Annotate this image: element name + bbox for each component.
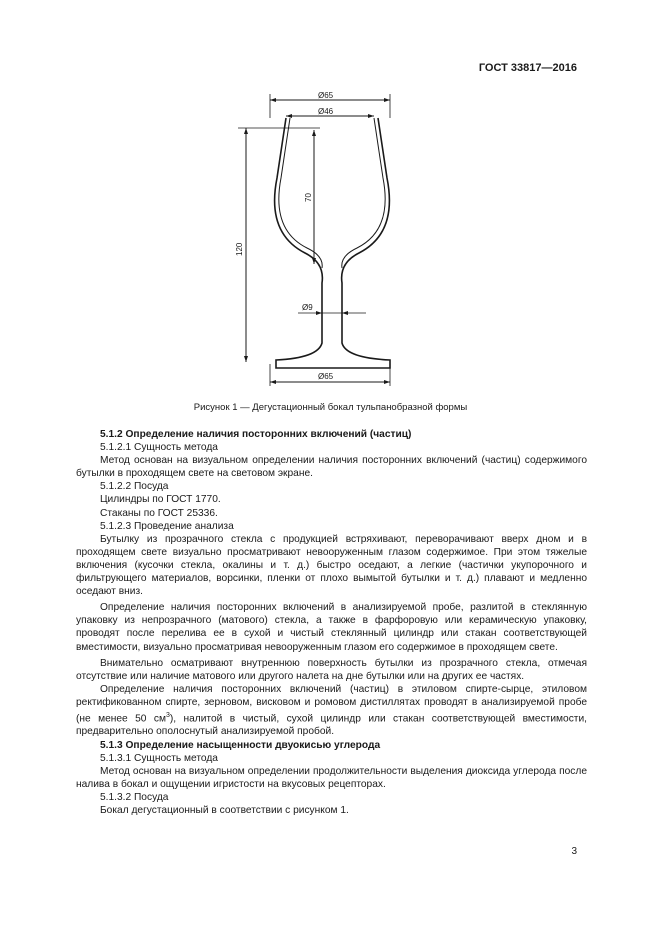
section-5-1-2-2-title: 5.1.2.2 Посуда — [100, 481, 169, 493]
dim-bowl-height-label: 70 — [304, 193, 313, 202]
cubic-superscript: 3 — [165, 711, 170, 719]
analysis-paragraph-4 — [76, 683, 587, 739]
section-5-1-2-title: 5.1.2 Определение наличия посторонних включений (частиц) — [100, 429, 412, 440]
section-5-1-3-2-text: Бокал дегустационный в соответствии с рисунком 1. — [100, 805, 349, 817]
analysis-paragraph-4-part-a: Определение наличия посторонних включений (частиц) в этиловом спирте-сырце, этиловом ректификованном спирте, зерновом, висковом и ромовом дистиллятах проводят в анализируемой пробе (не менее 50 см — [76, 683, 587, 725]
figure-caption: Рисунок 1 — Дегустационный бокал тульпанобразной формы — [193, 402, 468, 413]
section-5-1-3-title: 5.1.3 Определение насыщенности двуокисью углерода — [100, 739, 381, 751]
section-5-1-2-1-text: Метод основан на визуальном определении наличия посторонних включений (частиц) содержимого бутылки в проходящем свете на световом экране. — [76, 455, 587, 480]
glass-figure — [210, 88, 430, 388]
equipment-item-cylinders: Цилиндры по ГОСТ 1770. — [100, 494, 221, 506]
standard-header: ГОСТ 33817—2016 — [478, 62, 577, 74]
analysis-paragraph-2: Определение наличия посторонних включений в анализируемой пробе, разлитой в стеклянную упаковку из непрозрачного (матового) стекла, а также в фарфоровую или керамическую упаковку, проводят после перелива ее в сухой и чистый стеклянный цилиндр или стакан соответствующей вместимости, визуально просматривая невооруженным глазом его содержимое в проходящем свете. — [76, 602, 587, 653]
section-5-1-3-1-text: Метод основан на визуальном определении продолжительности выделения диоксида углерода после налива в бокал и ощущении игристости на вкусовых рецепторах. — [76, 765, 587, 790]
section-5-1-3-1-title: 5.1.3.1 Сущность метода — [100, 752, 218, 764]
section-5-1-2-3-title: 5.1.2.3 Проведение анализа — [100, 520, 234, 532]
analysis-paragraph-3: Внимательно осматривают внутреннюю поверхность бутылки из прозрачного стекла, отмечая отсутствие или наличие матового или другого налета на дне бутылки или на других ее частях. — [76, 657, 587, 682]
dim-base-label: Ø65 — [318, 372, 334, 381]
tulip-glass-drawing — [210, 88, 430, 388]
analysis-paragraph-4-part-b: ), налитой в чистый, сухой цилиндр или стакан соответствующей вместимости, предварительно ополоснутый анализируемой пробой. — [76, 713, 587, 738]
glass-outline — [275, 118, 390, 368]
equipment-item-glasses: Стаканы по ГОСТ 25336. — [100, 507, 218, 519]
analysis-paragraph-1: Бутылку из прозрачного стекла с продукцией встряхивают, переворачивают вверх дном и в проходящем свете визуально просматривают невооруженным глазом содержимое. При этом тяжелые включения (кусочки стекла, окалины и т. д.) быстро оседают, а легкие (частички укупорочного и фильтрующего материалов, ворсинки, пленки от плохо вымытой бутылки и т. д.) плавают и медленно оседают вниз. — [76, 533, 587, 598]
page-number: 3 — [571, 846, 577, 857]
dim-stem-label: Ø9 — [302, 303, 313, 312]
section-5-1-3-2-title: 5.1.3.2 Посуда — [100, 791, 169, 803]
dim-top-outer-label: Ø65 — [318, 91, 334, 100]
section-5-1-2-1-title: 5.1.2.1 Сущность метода — [100, 442, 218, 454]
dim-top-inner-label: Ø46 — [318, 107, 334, 116]
dim-total-height-label: 120 — [235, 242, 244, 256]
document-body — [76, 428, 587, 817]
